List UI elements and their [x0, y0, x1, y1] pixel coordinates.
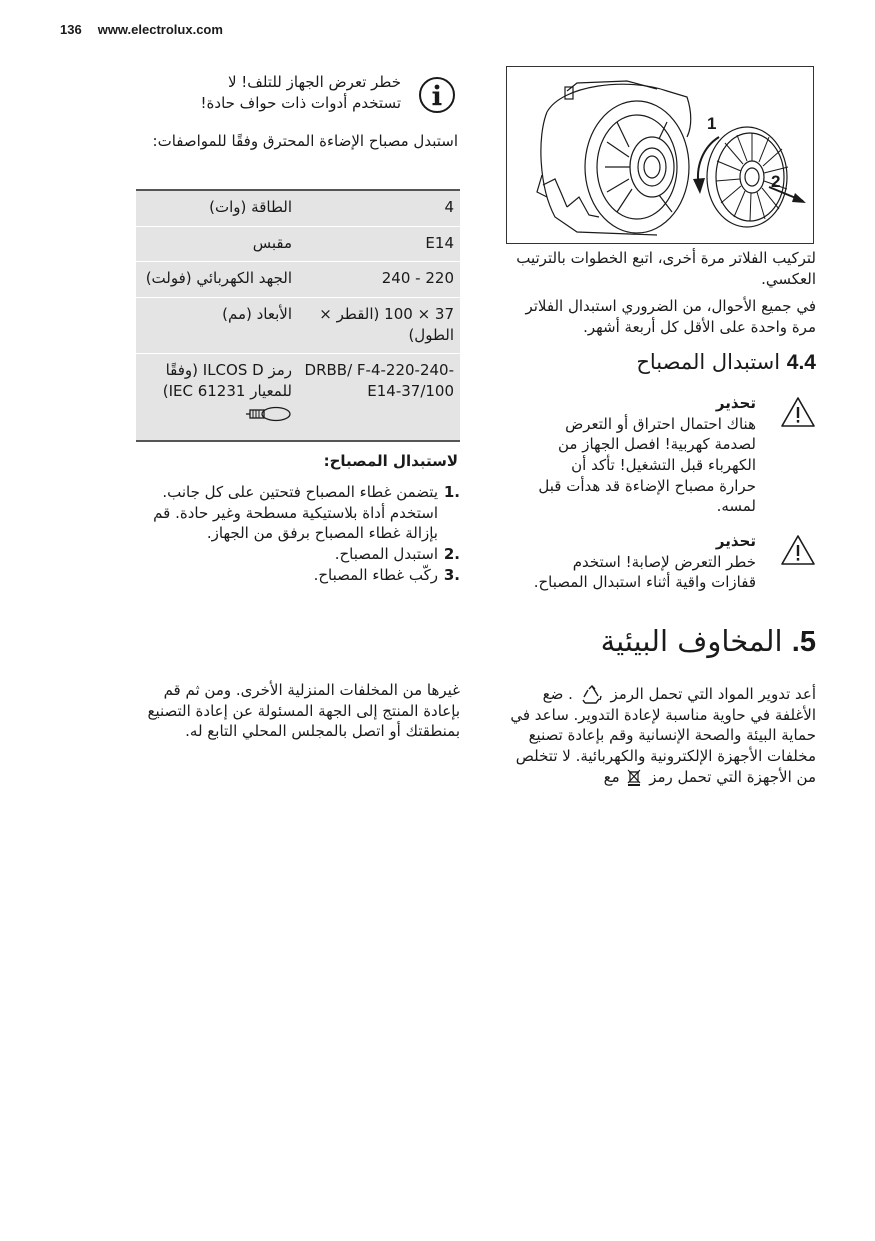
filter-figure — [506, 66, 814, 244]
info-icon — [418, 76, 456, 114]
section-number: 5. — [791, 626, 816, 658]
warning-icon — [780, 396, 816, 428]
spec-value: DRBB/ F-4-220-240- E14-37/100 — [298, 354, 460, 441]
section-title: استبدال المصباح — [636, 350, 781, 374]
recycle-icon — [581, 685, 603, 705]
table-row — [136, 298, 460, 354]
lamp-bulb-icon — [244, 406, 292, 422]
spec-label: الطاقة (وات) — [136, 190, 298, 226]
section-4-4-heading — [560, 350, 816, 375]
warning-text: خطر التعرض لإصابة! استخدم قفازات واقية أثناء استبدال المصباح. — [533, 552, 756, 592]
spec-label: الأبعاد (مم) — [136, 298, 298, 354]
hood-motor-illustration — [507, 67, 813, 243]
info-note: خطر تعرض الجهاز للتلف! لا تستخدم أدوات ذات حواف حادة! — [200, 73, 401, 112]
replace-intro: استبدل مصباح الإضاءة المحترق وفقًا للمواصفات: — [152, 132, 458, 150]
table-row — [136, 354, 460, 441]
section-title: المخاوف البيئية — [600, 624, 783, 658]
spec-value: E14 — [298, 226, 460, 262]
step-number: 3. — [443, 565, 460, 584]
section-number: 4.4 — [786, 351, 816, 374]
list-item — [136, 482, 460, 544]
spec-label-text: رمز ILCOS D (وفقًا للمعيار IEC 61231) — [162, 361, 292, 401]
warning-title: تحذير — [715, 532, 756, 550]
step-text: استبدل المصباح. — [334, 545, 438, 564]
reinstall-note: لتركيب الفلاتر مرة أخرى، اتبع الخطوات بالترتيب العكسي. — [516, 249, 816, 288]
warning-block — [530, 393, 756, 517]
weee-crossed-bin-icon — [627, 768, 641, 786]
figure-label-1: 1 — [707, 114, 717, 133]
step-text: يتضمن غطاء المصباح فتحتين على كل جانب. استخدم أداة بلاستيكية مسطحة وغير حادة. قم بإزالة غطاء المصباح برفق من الجهاز. — [153, 483, 438, 543]
spec-label: الجهد الكهربائي (فولت) — [136, 262, 298, 298]
step-number: 1. — [443, 483, 460, 501]
website-link[interactable]: www.electrolux.com — [97, 22, 223, 37]
step-list — [136, 482, 460, 585]
list-item — [136, 544, 460, 565]
recycle-paragraph — [500, 684, 816, 787]
step-text: ركّب غطاء المصباح. — [313, 565, 438, 584]
list-item — [136, 565, 460, 586]
spec-table — [136, 189, 460, 442]
table-row — [136, 226, 460, 262]
warning-title: تحذير — [715, 394, 756, 412]
spec-label-ilcos — [136, 354, 298, 441]
spec-label: مقبس — [136, 226, 298, 262]
table-row — [136, 190, 460, 226]
table-row — [136, 262, 460, 298]
warning-icon — [780, 534, 816, 566]
step-number: 2. — [443, 545, 460, 564]
section-5-heading — [560, 624, 816, 659]
recycle-text-3: مع — [603, 767, 620, 786]
figure-label-2: 2 — [771, 172, 781, 191]
replace-title: لاستبدال المصباح: — [323, 452, 458, 470]
recycle-text-1: أعد تدوير المواد التي تحمل الرمز — [610, 685, 816, 703]
spec-value: 37 × 100 (القطر × الطول) — [298, 298, 460, 354]
warning-block — [530, 531, 756, 593]
spec-value: 220 - 240 — [298, 262, 460, 298]
filter-interval-note: في جميع الأحوال، من الضروري استبدال الفلاتر مرة واحدة على الأقل كل أربعة أشهر. — [525, 297, 816, 336]
page-header — [60, 22, 239, 37]
spec-value: 4 — [298, 190, 460, 226]
recycle-text-2: . ضع الأغلفة في حاوية مناسبة لإعادة التدوير. ساعد في حماية البيئة والصحة الإنسانية وقم بإعادة تصنيع مخلفات الأجهزة الإلكترونية والكهربائية. لا تتخلص من الأجهزة التي تحمل رمز — [510, 685, 816, 786]
recycle-paragraph-continued: غيرها من المخلفات المنزلية الأخرى. ومن ثم قم بإعادة المنتج إلى الجهة المسئولة عن إعادة التصنيع بمنطقتك أو اتصل بالمجلس المحلي التابع له. — [147, 681, 460, 741]
page-number: 136 — [60, 22, 82, 37]
warning-text: هناك احتمال احتراق أو التعرض لصدمة كهربية! افصل الجهاز من الكهرباء قبل التشغيل! تأكد أن حرارة مصباح الإضاءة قد هدأت قبل لمسه. — [538, 414, 756, 516]
